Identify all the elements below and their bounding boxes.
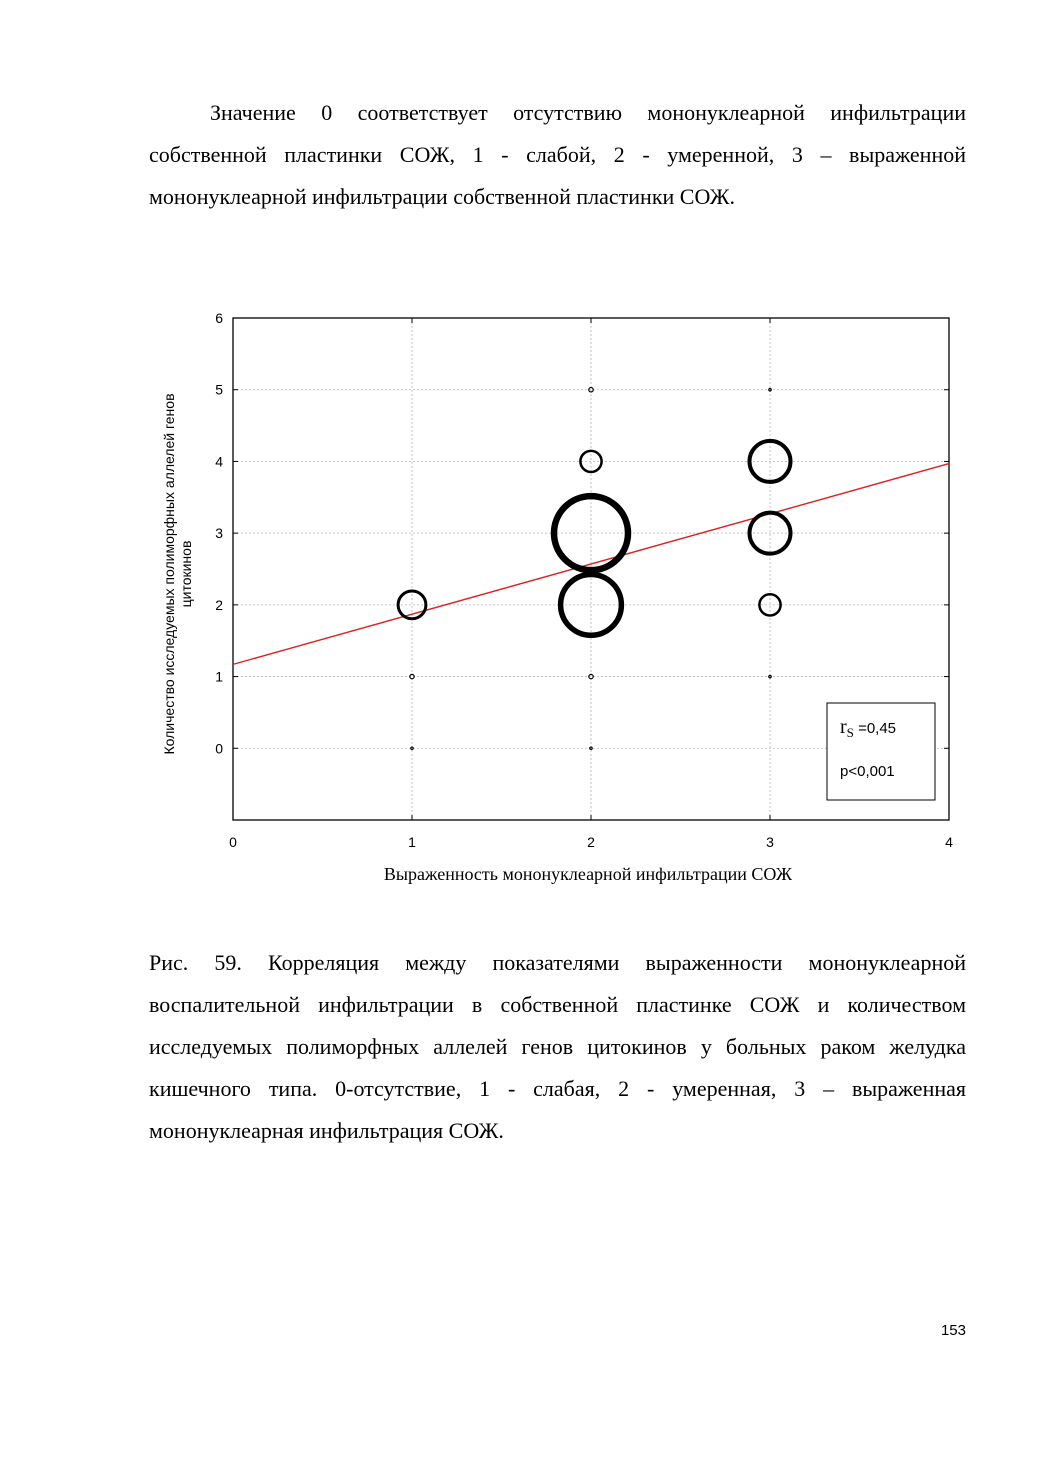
rs-value: =0,45 [853, 720, 897, 737]
p-value: p<0,001 [840, 763, 895, 780]
stats-box [827, 703, 935, 800]
figure-caption: Рис. 59. Корреляция между показателями выраженности мононуклеарной воспалительной инфильтрации в собственной пластинке СОЖ и количеством исследуемых полиморфных аллелей генов цитокинов у больных раком желудка кишечного типа. 0-отсутствие, 1 - слабая, 2 - умеренная, 3 – выраженная мононуклеарная инфильтрация СОЖ. [149, 950, 966, 1143]
x-tick-label: 3 [766, 834, 774, 850]
x-tick-label: 0 [229, 834, 237, 850]
x-axis-label: Выраженность мононуклеарной инфильтрации СОЖ [383, 864, 793, 884]
rs-subscript: S [846, 725, 854, 740]
y-tick-label: 3 [215, 525, 223, 542]
page-number: 153 [940, 1322, 966, 1339]
x-tick-label: 4 [945, 834, 953, 850]
rs-symbol: r [840, 716, 847, 738]
y-axis-label-line2: цитокинов [178, 540, 194, 608]
y-tick-label: 5 [215, 381, 223, 398]
intro-paragraph: Значение 0 соответствует отсутствию мононуклеарной инфильтрации собственной пластинки СОЖ, 1 - слабой, 2 - умеренной, 3 – выраженной мононуклеарной инфильтрации собственной пластинки СОЖ. [149, 100, 966, 209]
scatter-chart [150, 300, 970, 900]
y-tick-label: 2 [215, 596, 223, 613]
y-axis-label: Количество исследуемых полиморфных аллелей генов [161, 393, 177, 755]
x-tick-label: 1 [408, 834, 416, 850]
data-points [398, 388, 790, 750]
y-tick-label: 0 [215, 740, 223, 757]
y-tick-label: 6 [215, 310, 223, 326]
y-tick-label: 1 [215, 668, 223, 685]
y-tick-label: 4 [215, 453, 223, 470]
data-point [411, 747, 413, 749]
x-tick-label: 2 [587, 834, 595, 850]
